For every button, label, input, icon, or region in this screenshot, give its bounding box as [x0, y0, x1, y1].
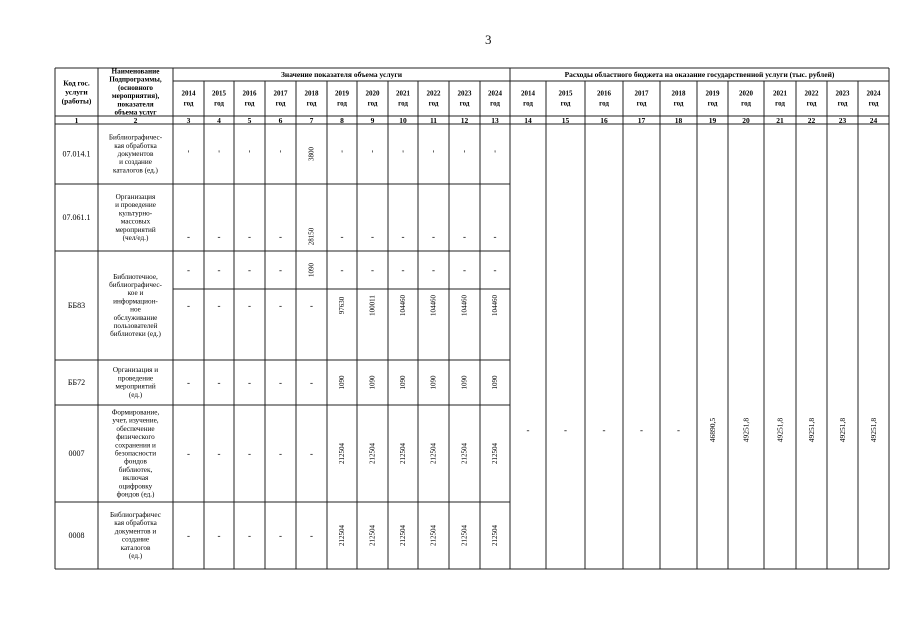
- row-0008-value: -: [187, 530, 190, 541]
- year-header-word: год: [741, 99, 751, 108]
- row-07.061.1-value: -: [217, 231, 221, 242]
- row-07.014.1-value: ': [494, 149, 496, 159]
- row-ББ83-value: -: [310, 300, 313, 311]
- row-0007-name: фондов (ед.): [116, 490, 155, 499]
- row-0008-name: Библиографичес: [110, 511, 161, 519]
- row-07.061.1-value: -: [432, 231, 435, 242]
- row-0008-value: 212504: [460, 525, 469, 546]
- row-07.061.1-sub-value: -: [217, 265, 221, 275]
- row-ББ83-value: -: [248, 300, 251, 311]
- row-ББ83-name: пользователей: [113, 322, 158, 330]
- year-header: 2016: [242, 89, 257, 98]
- year-header-word: год: [490, 99, 500, 108]
- row-0007-name: оцифровку: [118, 482, 153, 491]
- row-07.061.1-value: -: [187, 231, 190, 242]
- expenses-value: -: [640, 425, 643, 435]
- column-number: 20: [742, 116, 750, 125]
- row-0007-value: -: [248, 448, 251, 459]
- row-0008-value: -: [310, 530, 313, 541]
- column-number: 7: [309, 116, 314, 125]
- row-0007-value: 212504: [491, 443, 499, 464]
- row-0008-value: -: [217, 530, 221, 541]
- column-number: 22: [807, 116, 816, 125]
- row-07.061.1-value: -: [279, 231, 282, 242]
- row-0007-name: фондов: [124, 457, 147, 466]
- column-number: 13: [491, 116, 499, 125]
- column-number: 19: [708, 116, 717, 125]
- column-number: 17: [637, 116, 646, 125]
- column-number: 15: [561, 116, 570, 125]
- year-header-word: год: [428, 99, 439, 108]
- row-07.014.1-value: ': [432, 149, 435, 159]
- row-ББ72-name: проведение: [117, 374, 154, 383]
- row-ББ83-name: кое и: [127, 289, 144, 298]
- row-07.061.1-name: (чел/ед.): [122, 234, 149, 242]
- column-number: 1: [74, 116, 79, 125]
- year-header: 2024: [488, 89, 502, 98]
- row-ББ72-value: 1090: [368, 375, 377, 390]
- year-header-word: год: [599, 99, 609, 108]
- year-header-word: год: [459, 99, 470, 108]
- year-header: 2023: [457, 89, 472, 98]
- column-number: 12: [460, 116, 469, 125]
- year-header: 2023: [835, 89, 850, 98]
- year-header-word: год: [306, 99, 317, 108]
- name-column-header: Наименование: [111, 67, 160, 76]
- row-07.014.1-value: ': [463, 149, 466, 159]
- row-07.061.1-sub-value: -: [493, 265, 497, 275]
- row-0007-value: 212504: [338, 443, 346, 464]
- row-ББ72-name: (ед.): [128, 390, 143, 399]
- row-07.014.1-value: ': [218, 149, 220, 159]
- year-header-word: год: [523, 99, 533, 108]
- column-number: 2: [133, 116, 138, 125]
- expenses-value: -: [564, 425, 567, 435]
- column-number: 23: [838, 116, 847, 125]
- row-07.061.1-value: -: [340, 231, 344, 242]
- year-header: 2021: [773, 89, 787, 98]
- row-0008-name: каталогов: [120, 543, 151, 552]
- row-07.014.1-value: ': [341, 149, 343, 159]
- row-ББ83-value: 97630: [338, 296, 346, 315]
- row-0008-name: кая обработка: [114, 519, 157, 528]
- row-ББ83-name: ное: [130, 305, 141, 314]
- expenses-value: 46890,5: [708, 417, 717, 443]
- row-07.061.1-sub-value: -: [371, 265, 374, 275]
- row-0008-value: -: [248, 530, 251, 541]
- row-0007-value: -: [310, 448, 313, 459]
- row-07.061.1-sub-value: -: [463, 265, 466, 275]
- row-ББ72-value: -: [310, 377, 313, 388]
- expenses-value: 49251,8: [838, 417, 847, 443]
- row-ББ72-value: -: [248, 377, 251, 388]
- row-ББ83-value: 104460: [429, 295, 438, 316]
- column-number: 11: [429, 116, 438, 125]
- row-0007-name: библиотек,: [118, 465, 153, 474]
- row-0008-name: (ед.): [128, 552, 143, 560]
- row-ББ83-name: библиографичес-: [109, 281, 162, 289]
- row-07.014.1-value: ': [371, 149, 374, 159]
- row-07.061.1-value: -: [493, 231, 497, 242]
- row-0008-value: 212504: [368, 525, 377, 546]
- row-0008-value: 212504: [491, 525, 499, 546]
- column-number: 21: [776, 116, 784, 125]
- row-ББ83-value: 104460: [399, 295, 407, 316]
- row-07.061.1-code: 07.061.1: [62, 213, 91, 222]
- row-0007-value: 212504: [460, 443, 469, 464]
- year-header-word: год: [214, 99, 224, 108]
- year-header: 2022: [804, 89, 819, 98]
- expenses-value: 49251,8: [807, 417, 816, 443]
- row-07.061.1-sub-value: -: [432, 265, 435, 275]
- row-07.061.1-name: Организация: [115, 193, 156, 201]
- name-column-header: мероприятия),: [111, 92, 160, 101]
- row-07.061.1-sub-value: -: [279, 265, 282, 275]
- row-07.061.1-value: -: [248, 231, 251, 242]
- column-number: 3: [186, 116, 191, 125]
- row-ББ83-value: 104460: [460, 295, 469, 316]
- row-0007-value: -: [187, 448, 190, 459]
- column-number: 4: [217, 116, 221, 125]
- row-ББ72-name: Организация и: [112, 366, 159, 375]
- row-0008-value: 212504: [429, 525, 438, 546]
- row-ББ83-value: 100011: [368, 295, 377, 316]
- year-header-word: год: [275, 99, 286, 108]
- year-header-word: год: [673, 99, 684, 108]
- row-ББ83-name: информацион-: [113, 297, 158, 306]
- name-column-header: объема услуг: [114, 108, 157, 117]
- row-07.014.1-name: Библиографичес-: [108, 133, 163, 142]
- row-0007-value: 212504: [399, 443, 407, 464]
- year-header: 2016: [597, 89, 611, 98]
- code-column-header: Код гос.: [63, 78, 90, 88]
- name-column-header: Подпрограммы,: [109, 75, 162, 84]
- row-ББ83-value: -: [187, 300, 190, 311]
- column-number: 5: [247, 116, 252, 125]
- row-ББ72-code: ББ72: [67, 378, 86, 387]
- row-ББ72-value: -: [187, 377, 190, 388]
- row-07.061.1-name: культурно-: [118, 209, 153, 218]
- row-07.061.1-value: 28150: [307, 227, 316, 246]
- row-07.061.1-sub-value: -: [340, 265, 344, 275]
- year-header: 2015: [558, 89, 573, 98]
- row-0007-name: безопасности: [114, 449, 157, 458]
- year-header-word: год: [636, 99, 647, 108]
- row-ББ72-value: 1090: [460, 375, 469, 390]
- row-ББ83-value: -: [279, 300, 282, 311]
- year-header-word: год: [183, 99, 194, 108]
- row-0007-name: учет, изучение,: [112, 416, 159, 425]
- row-0007-name: включая: [122, 474, 149, 483]
- row-07.061.1-name: и проведение: [115, 201, 156, 210]
- volume-group-header: Значение показателя объема услуги: [280, 70, 403, 79]
- year-header-word: год: [398, 99, 408, 108]
- row-0008-value: 212504: [338, 525, 346, 546]
- row-07.014.1-name: каталогов (ед.): [113, 166, 158, 175]
- row-07.014.1-value: ': [402, 149, 404, 159]
- column-number: 24: [869, 116, 878, 125]
- year-header-word: год: [806, 99, 817, 108]
- year-header: 2018: [671, 89, 686, 98]
- row-0007-value: -: [217, 448, 221, 459]
- year-header: 2021: [396, 89, 410, 98]
- row-ББ72-name: мероприятий: [115, 382, 156, 391]
- year-header: 2014: [181, 89, 196, 98]
- row-07.061.1-sub-value: -: [187, 265, 190, 275]
- expenses-value: 49251,8: [775, 417, 785, 443]
- column-number: 9: [370, 116, 375, 125]
- row-0007-name: физического: [116, 433, 155, 442]
- column-number: 10: [399, 116, 407, 125]
- row-0007-name: обеспечение: [116, 424, 155, 433]
- row-07.061.1-sub-value: -: [248, 265, 251, 275]
- year-header: 2022: [426, 89, 441, 98]
- year-header-word: год: [337, 99, 347, 108]
- row-0008-name: документов и: [114, 527, 157, 536]
- year-header: 2015: [212, 89, 226, 98]
- name-column-header: (основного: [117, 83, 154, 92]
- row-0008-value: -: [279, 530, 282, 541]
- row-0008-name: создание: [121, 535, 150, 544]
- row-07.061.1-name: мероприятий: [115, 225, 156, 234]
- page-number: 3: [485, 32, 492, 47]
- year-header: 2024: [866, 89, 881, 98]
- year-header-word: год: [560, 99, 571, 108]
- year-header: 2019: [705, 89, 720, 98]
- column-number: 14: [524, 116, 532, 125]
- name-column-header: показателя: [117, 100, 154, 109]
- expenses-value: -: [677, 425, 680, 435]
- row-07.061.1-sub-value: -: [401, 265, 405, 275]
- row-07.061.1-name: массовых: [120, 217, 151, 226]
- row-ББ83-name: обслуживание: [113, 313, 158, 322]
- row-ББ72-value: -: [217, 377, 221, 388]
- row-ББ72-value: -: [279, 377, 282, 388]
- row-07.014.1-name: кая обработка: [114, 141, 157, 150]
- row-ББ72-value: 1090: [399, 375, 407, 390]
- expenses-group-header: Расходы областного бюджета на оказание государственной услуги (тыс. рублей): [564, 70, 835, 79]
- row-07.061.1-value: -: [371, 231, 374, 242]
- year-header-word: год: [775, 99, 785, 108]
- column-number: 16: [600, 116, 608, 125]
- row-07.014.1-name: и создание: [119, 158, 152, 167]
- expenses-value: -: [526, 425, 530, 435]
- column-number: 18: [674, 116, 683, 125]
- year-header-word: год: [707, 99, 718, 108]
- row-0008-value: 212504: [399, 525, 407, 546]
- year-header: 2019: [335, 89, 349, 98]
- year-header-word: год: [837, 99, 848, 108]
- code-column-header: услуги: [65, 87, 88, 97]
- row-07.014.1-value: ': [187, 149, 190, 159]
- row-07.061.1-sub-value: 1090: [307, 263, 316, 277]
- row-07.014.1-value: ': [248, 149, 251, 159]
- row-07.061.1-value: -: [463, 231, 466, 242]
- row-0007-value: 212504: [429, 443, 438, 464]
- row-0008-code: 0008: [68, 531, 85, 540]
- year-header: 2014: [521, 89, 535, 98]
- year-header: 2017: [273, 89, 288, 98]
- row-ББ83-name: Библиотечное,: [113, 272, 158, 281]
- row-ББ72-value: 1090: [338, 375, 346, 390]
- row-0007-value: -: [279, 448, 282, 459]
- row-ББ83-code: ББ83: [67, 301, 86, 310]
- row-ББ72-value: 1090: [429, 375, 438, 390]
- code-column-header: (работы): [61, 96, 92, 106]
- row-0007-name: Формирование,: [111, 408, 160, 417]
- row-ББ72-value: 1090: [491, 375, 499, 390]
- row-07.061.1-value: -: [401, 231, 405, 242]
- year-header: 2020: [739, 89, 753, 98]
- row-07.014.1-code: 07.014.1: [62, 149, 91, 159]
- year-header-word: год: [868, 99, 879, 108]
- row-ББ83-value: -: [217, 300, 221, 311]
- year-header: 2020: [365, 89, 380, 98]
- row-07.014.1-value: ': [279, 149, 282, 159]
- row-ББ83-name: библиотеки (ед.): [110, 330, 161, 339]
- year-header-word: год: [367, 99, 378, 108]
- row-0007-code: 0007: [68, 449, 85, 458]
- column-number: 8: [340, 116, 344, 125]
- row-07.014.1-value: 3800: [307, 147, 316, 161]
- row-ББ83-value: 104460: [491, 295, 499, 316]
- row-0007-name: сохранения и: [115, 441, 156, 450]
- year-header-word: год: [244, 99, 255, 108]
- year-header: 2017: [634, 89, 649, 98]
- expenses-value: 49251,8: [741, 417, 751, 443]
- row-0007-value: 212504: [368, 443, 377, 464]
- column-number: 6: [278, 116, 283, 125]
- expenses-value: 49251,8: [869, 417, 878, 443]
- expenses-value: -: [602, 425, 606, 435]
- year-header: 2018: [304, 89, 319, 98]
- row-07.014.1-name: документов: [117, 150, 154, 158]
